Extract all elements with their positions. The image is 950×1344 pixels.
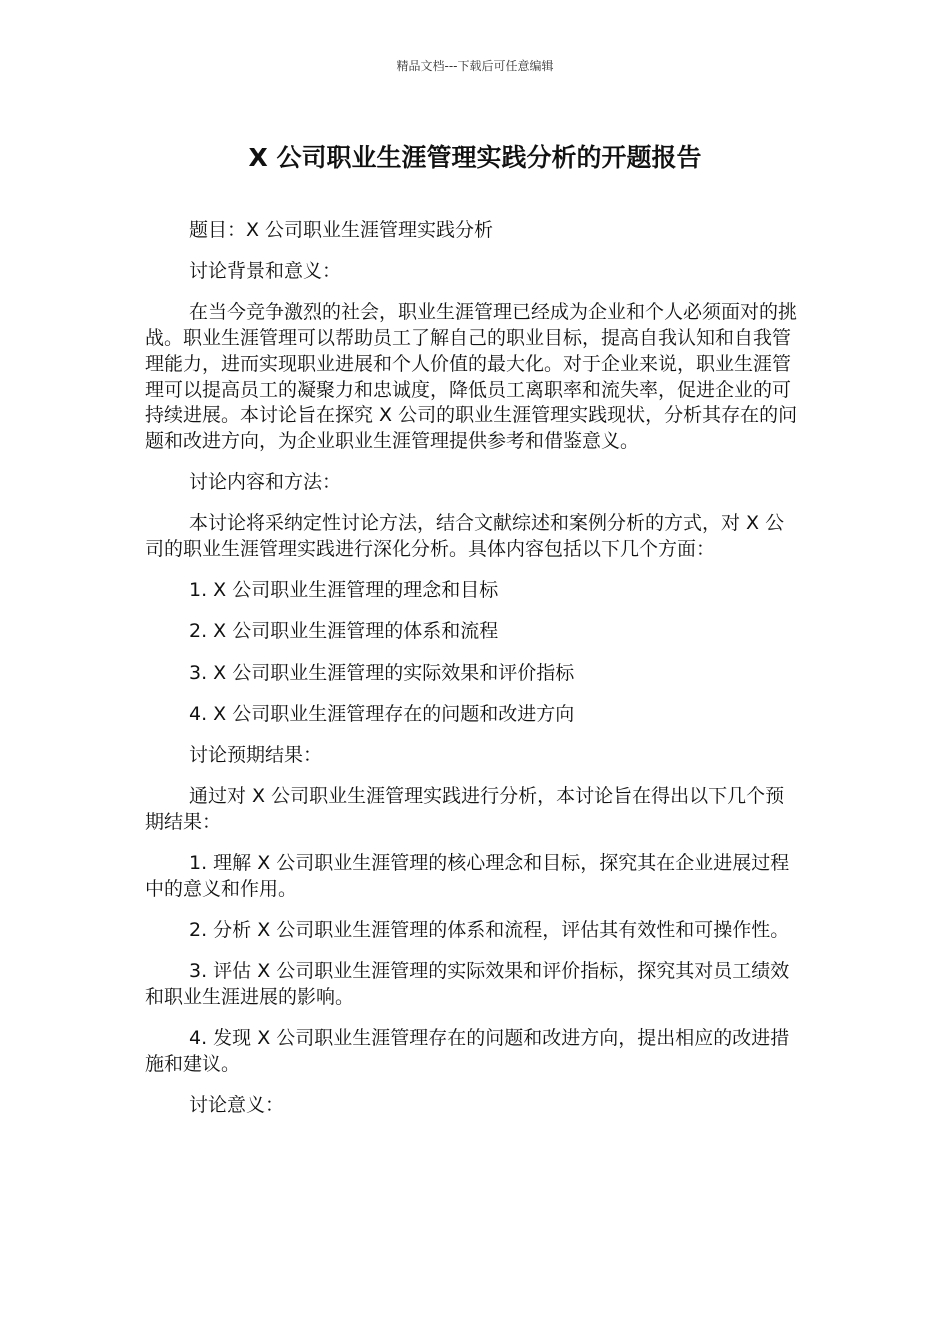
list-item-result-1: 1. 理解 X 公司职业生涯管理的核心理念和目标，探究其在企业进展过程中的意义和作用。 <box>145 852 790 900</box>
list-item-result-4: 4. 发现 X 公司职业生涯管理存在的问题和改进方向，提出相应的改进措施和建议。 <box>145 1027 790 1075</box>
list-item-content-1: 1. X 公司职业生涯管理的理念和目标 <box>189 579 499 602</box>
paragraph-expected-results: 通过对 X 公司职业生涯管理实践进行分析，本讨论旨在得出以下几个预期结果： <box>145 785 785 833</box>
list-item-result-2: 2. 分析 X 公司职业生涯管理的体系和流程，评估其有效性和可操作性。 <box>189 919 790 942</box>
list-item-content-3: 3. X 公司职业生涯管理的实际效果和评价指标 <box>189 661 575 684</box>
list-item-content-4: 4. X 公司职业生涯管理存在的问题和改进方向 <box>189 702 575 725</box>
heading-expected-results: 讨论预期结果： <box>189 744 323 767</box>
paragraph-content-method: 本讨论将采纳定性讨论方法，结合文献综述和案例分析的方式，对 X 公司的职业生涯管理实践进行深化分析。具体内容包括以下几个方面： <box>145 512 785 561</box>
page-header: 精品文档---下载后可任意编辑 <box>396 59 554 73</box>
heading-significance: 讨论意义： <box>189 1094 285 1117</box>
list-item-result-3: 3. 评估 X 公司职业生涯管理的实际效果和评价指标，探究其对员工绩效和职业生涯进展的影响。 <box>145 960 790 1008</box>
heading-background: 讨论背景和意义： <box>189 260 342 283</box>
paragraph-topic: 题目：X 公司职业生涯管理实践分析 <box>189 219 494 241</box>
document-title: X 公司职业生涯管理实践分析的开题报告 <box>248 143 702 172</box>
paragraph-background: 在当今竞争激烈的社会，职业生涯管理已经成为企业和个人必须面对的挑战。职业生涯管理可以帮助员工了解自己的职业目标，提高自我认知和自我管理能力，进而实现职业进展和个人价值的最大化。对于企业来说，职业生涯管理可以提高员工的凝聚力和忠诚度，降低员工离职率和流失率，促进企业的可持续进展。本讨论旨在探究 X 公司的职业生涯管理实践现状，分析其存在的问题和改进方向，为企业职业生涯管理提供参考和借鉴意义。 <box>145 301 798 452</box>
list-item-content-2: 2. X 公司职业生涯管理的体系和流程 <box>189 620 499 643</box>
document-body <box>145 218 800 1134</box>
heading-content-method: 讨论内容和方法： <box>189 471 342 494</box>
